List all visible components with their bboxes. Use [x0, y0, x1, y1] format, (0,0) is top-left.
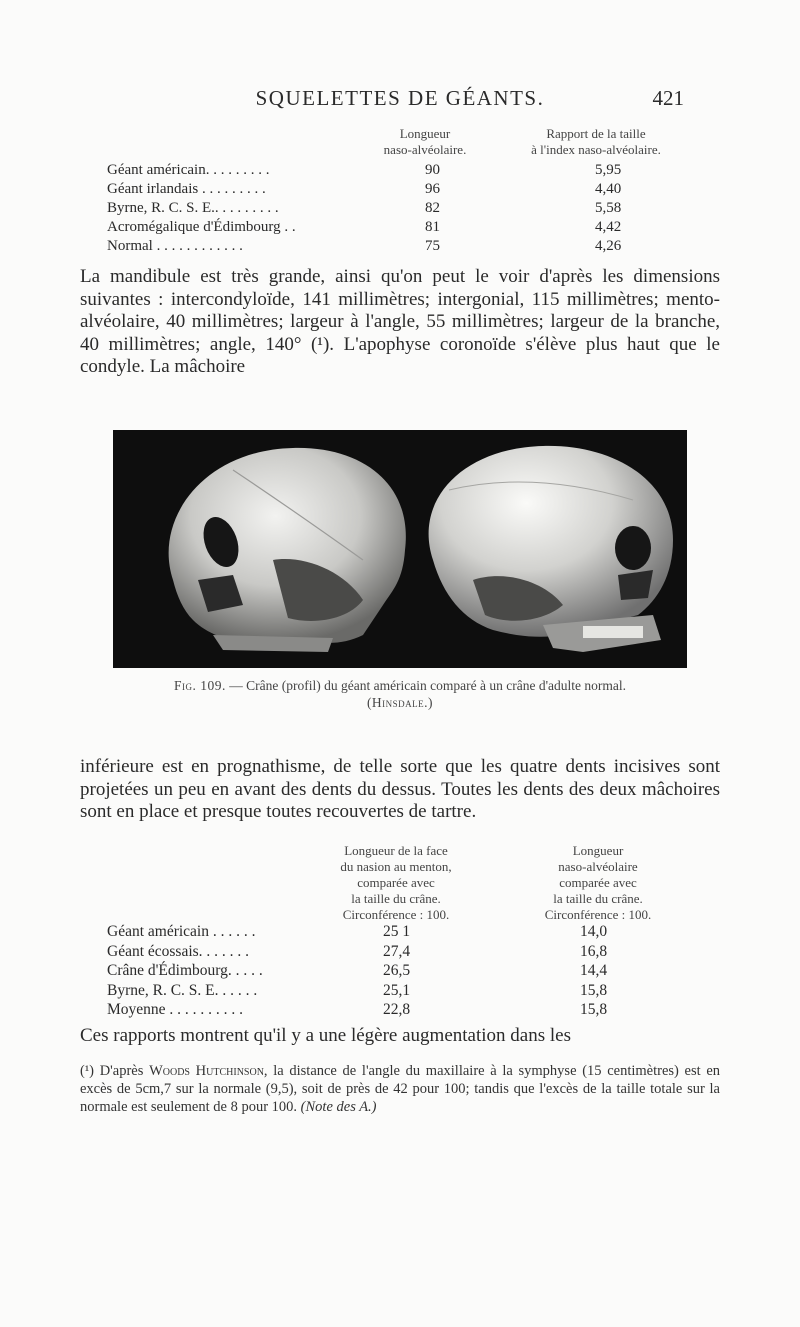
table2-col2-header: Longueur naso-alvéolaire comparée avec la taille du crâne. Circonférence : 100.: [544, 843, 652, 922]
footnote-text: , la distance de l'angle du maxillaire à la symphyse (15 centimètres) est en excès de 5cm,7 sur la normale (9,5), soit de près de 42 pour 100; tandis que l'excès de la taille totale sur la normale est seulement de 8 pour 100.: [80, 1063, 721, 1115]
row-value: 81: [425, 219, 440, 235]
row-value: 82: [425, 200, 440, 216]
table1-headers: [0, 126, 800, 160]
table-row: [107, 181, 687, 200]
row-label: Acromégalique d'Édimbourg . .: [107, 219, 296, 235]
row-value: 14,4: [580, 962, 608, 979]
row-label: Géant américain. . . . . . . . .: [107, 162, 270, 178]
row-value: 4,26: [595, 238, 622, 254]
row-value: 16,8: [580, 942, 608, 960]
row-value: 25 1: [383, 923, 411, 940]
skulls-illustration: [113, 430, 687, 668]
row-value: 4,42: [595, 219, 622, 235]
figure-number: Fig. 109.: [173, 678, 226, 693]
table-row: [107, 219, 687, 238]
running-title: SQUELETTES DE GÉANTS.: [255, 86, 545, 110]
row-value: 26,5: [383, 962, 411, 979]
table1-col1-header: Longueur naso-alvéolaire.: [383, 126, 467, 157]
table-row: [107, 943, 707, 963]
table1-col2-header: Rapport de la taille à l'index naso-alvéolaire.: [531, 126, 661, 157]
row-value: 15,8: [580, 1001, 608, 1018]
row-value: 90: [425, 162, 440, 178]
row-value: 5,58: [595, 200, 622, 216]
row-value: 22,8: [383, 1001, 411, 1018]
footnote: [80, 1062, 720, 1116]
table-row: [107, 162, 687, 181]
row-label: Moyenne . . . . . . . . . .: [107, 1001, 244, 1018]
row-value: 4,40: [595, 181, 622, 197]
page-header: [0, 86, 800, 116]
table-row: [107, 923, 707, 943]
row-label: Géant écossais. . . . . . .: [107, 942, 250, 960]
body-paragraph: inférieure est en prognathisme, de telle sorte que les quatre dents incisives sont projetées un peu en avant des dents du dessus. Toutes les dents des deux mâchoires sont en place et presque toutes recouvertes de tartre.: [80, 756, 720, 822]
caption-text: — Crâne (profil) du géant américain comparé à un crâne d'adulte normal.: [229, 678, 627, 693]
footnote-marker: (¹): [80, 1063, 95, 1079]
row-label: Géant américain . . . . . .: [107, 923, 256, 940]
row-value: 5,95: [595, 162, 622, 178]
page-number: 421: [652, 86, 684, 110]
table-row: [107, 200, 687, 219]
row-value: 14,0: [580, 923, 608, 940]
table2-col1-header: Longueur de la face du nasion au menton, comparée avec la taille du crâne. Circonférence : 100.: [340, 843, 452, 922]
row-value: 15,8: [580, 981, 608, 999]
row-label: Normal . . . . . . . . . . . .: [107, 238, 243, 254]
table1: [107, 162, 687, 257]
row-label: Byrne, R. C. S. E.. . . . . . . . .: [107, 200, 279, 216]
table-row: [107, 982, 707, 1002]
row-value: 27,4: [383, 942, 411, 960]
table-row: [107, 1001, 707, 1021]
skull-comparison-photo: [113, 430, 687, 668]
row-label: Crâne d'Édimbourg. . . . .: [107, 962, 263, 979]
row-label: Byrne, R. C. S. E. . . . . .: [107, 981, 258, 999]
caption-credit: (Hinsdale.): [366, 695, 434, 710]
row-label: Géant irlandais . . . . . . . . .: [107, 181, 266, 197]
row-value: 75: [425, 238, 440, 254]
body-paragraph: La mandibule est très grande, ainsi qu'on peut le voir d'après les dimensions suivantes : intercondyloïde, 141 millimètres; intergonial, 115 millimètres; mento-alvéolaire, 40 millimètres; largeur à l'angle, 55 millimètres; largeur de la branche, 40 millimètres; angle, 140° (¹). L'apophyse coronoïde s'élève plus haut que le condyle. La mâchoire: [80, 266, 720, 377]
footnote-note: (Note des A.): [300, 1099, 377, 1115]
row-value: 96: [425, 181, 440, 197]
table2: [107, 923, 707, 1021]
footnote-author: Woods Hutchinson: [149, 1063, 264, 1079]
table-row: [107, 238, 687, 257]
figure-caption: [0, 677, 800, 711]
footnote-lead: D'après: [99, 1063, 144, 1079]
table-row: [107, 962, 707, 982]
row-value: 25,1: [383, 981, 411, 999]
body-paragraph: Ces rapports montrent qu'il y a une légère augmentation dans les: [80, 1025, 571, 1046]
